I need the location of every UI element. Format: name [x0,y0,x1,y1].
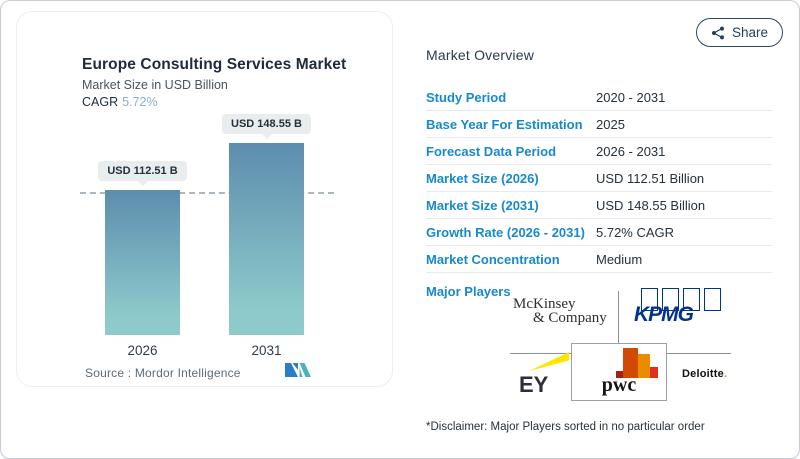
row-label: Market Size (2031) [426,197,539,213]
table-row [426,84,772,111]
table-row [426,192,772,219]
source-attribution: Source : Mordor Intelligence [85,366,241,380]
x-axis-label-2031: 2031 [251,343,282,358]
table-row [426,138,772,165]
pwc-logo-wordmark: pwc [601,374,637,396]
deloitte-logo-green-dot: . [723,368,728,380]
market-chart-card [16,11,393,387]
cagr-line [82,95,158,109]
share-button[interactable] [696,18,783,47]
overview-heading: Market Overview [426,47,535,63]
kpmg-logo [634,288,734,334]
mckinsey-logo [513,297,607,325]
row-value: 2020 - 2031 [596,89,666,105]
row-value: 5.72% CAGR [596,224,675,240]
cagr-label: CAGR [82,95,119,109]
ey-logo-beam [529,352,569,371]
table-row [426,219,772,246]
row-value: Medium [596,251,643,267]
players-divider-horizontal-right [667,353,731,354]
row-value: 2025 [596,116,625,132]
ey-logo [519,352,567,398]
x-axis-label-2026: 2026 [127,343,158,358]
chart-title: Europe Consulting Services Market [82,56,347,73]
pwc-logo-card [571,343,667,401]
row-label: Study Period [426,89,507,105]
bar-2026-rect [105,190,180,335]
row-value: 2026 - 2031 [596,143,666,159]
bar-2031-value-badge: USD 148.55 B [222,114,311,134]
bar-2026-value-badge: USD 112.51 B [98,161,186,181]
deloitte-logo-wordmark: Deloitte [682,368,724,380]
major-players-label: Major Players [426,284,511,299]
row-value: USD 148.55 Billion [596,197,706,213]
disclaimer-text: *Disclaimer: Major Players sorted in no particular order [426,421,705,433]
deloitte-logo [682,368,727,380]
bar-2031-rect [229,143,304,335]
mckinsey-logo-line2: & Company [533,310,607,326]
chart-subtitle: Market Size in USD Billion [82,78,228,92]
ey-logo-wordmark: EY [519,372,549,397]
cagr-value: 5.72% [122,95,158,109]
row-label: Growth Rate (2026 - 2031) [426,224,585,240]
row-label: Base Year For Estimation [426,116,583,132]
table-row [426,111,772,138]
row-label: Market Size (2026) [426,170,539,186]
share-button-label: Share [732,25,769,40]
bar-2026 [105,161,180,335]
overview-table [426,84,772,273]
table-row [426,165,772,192]
row-label: Market Concentration [426,251,560,267]
bar-2031 [229,114,304,335]
mordor-intelligence-logo-icon [285,361,311,379]
kpmg-logo-wordmark: KPMG [634,303,693,326]
share-icon [711,26,725,40]
table-row [426,246,772,273]
row-value: USD 112.51 Billion [596,170,705,186]
mckinsey-logo-line1: McKinsey [513,296,576,312]
row-label: Forecast Data Period [426,143,557,159]
